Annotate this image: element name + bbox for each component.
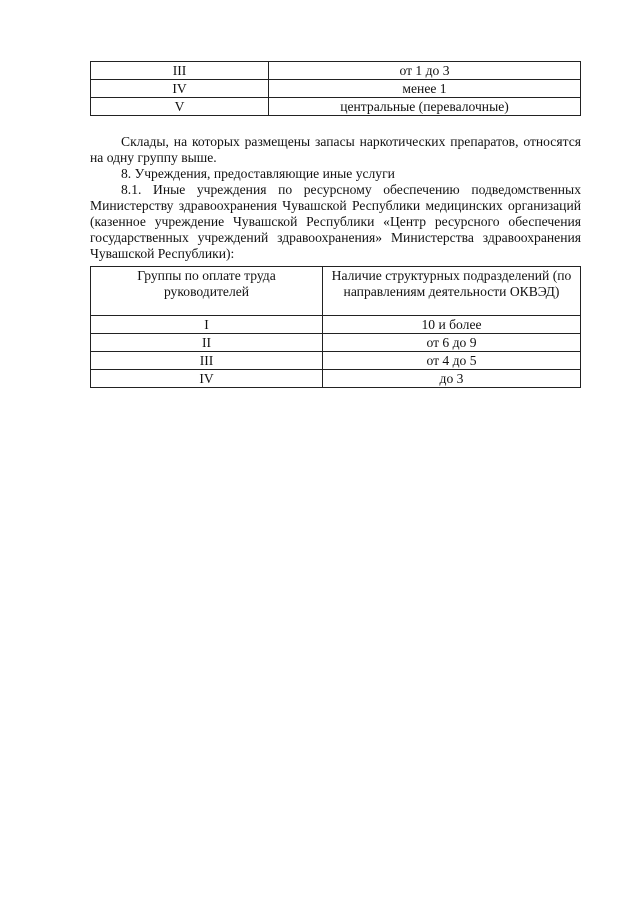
table-row <box>91 352 581 370</box>
table-row <box>91 334 581 352</box>
group-cell: IV <box>91 370 323 388</box>
table-row <box>91 80 581 98</box>
table-row <box>91 316 581 334</box>
header-cell-structure: Наличие структурных подразделений (по направлениям деятельности ОКВЭД) <box>323 267 581 316</box>
group-cell: IV <box>91 80 269 98</box>
table-row <box>91 62 581 80</box>
warehouses-paragraph <box>90 134 581 166</box>
group-cell: V <box>91 98 269 116</box>
value-cell: до 3 <box>323 370 581 388</box>
group-cell: I <box>91 316 323 334</box>
value-cell: центральные (перевалочные) <box>269 98 581 116</box>
header-cell-groups: Группы по оплате труда руководителей <box>91 267 323 316</box>
group-cell: II <box>91 334 323 352</box>
resource-institutions-table <box>90 266 581 388</box>
value-cell: от 4 до 5 <box>323 352 581 370</box>
value-cell: менее 1 <box>269 80 581 98</box>
paragraph-text: 8.1. Иные учреждения по ресурсному обеспечению подведомственных Министерству здравоохранения Чувашской Республики медицинских организаций (казенное учреждение Чувашской Республики «Центр ресурсного обеспечения государственных учреждений здравоохранения» Министерства здравоохранения Чувашской Республики): <box>90 182 581 261</box>
group-cell: III <box>91 62 269 80</box>
groups-table-continued <box>90 61 581 116</box>
value-cell: от 6 до 9 <box>323 334 581 352</box>
value-cell: 10 и более <box>323 316 581 334</box>
table-header-row <box>91 267 581 316</box>
section-8-heading <box>90 166 581 182</box>
value-cell: от 1 до 3 <box>269 62 581 80</box>
group-cell: III <box>91 352 323 370</box>
paragraph-text: 8. Учреждения, предоставляющие иные услуги <box>121 166 395 181</box>
table-row <box>91 98 581 116</box>
paragraph-text: Склады, на которых размещены запасы наркотических препаратов, относятся на одну группу выше. <box>90 134 581 165</box>
section-8-1-paragraph <box>90 182 581 262</box>
table-row <box>91 370 581 388</box>
